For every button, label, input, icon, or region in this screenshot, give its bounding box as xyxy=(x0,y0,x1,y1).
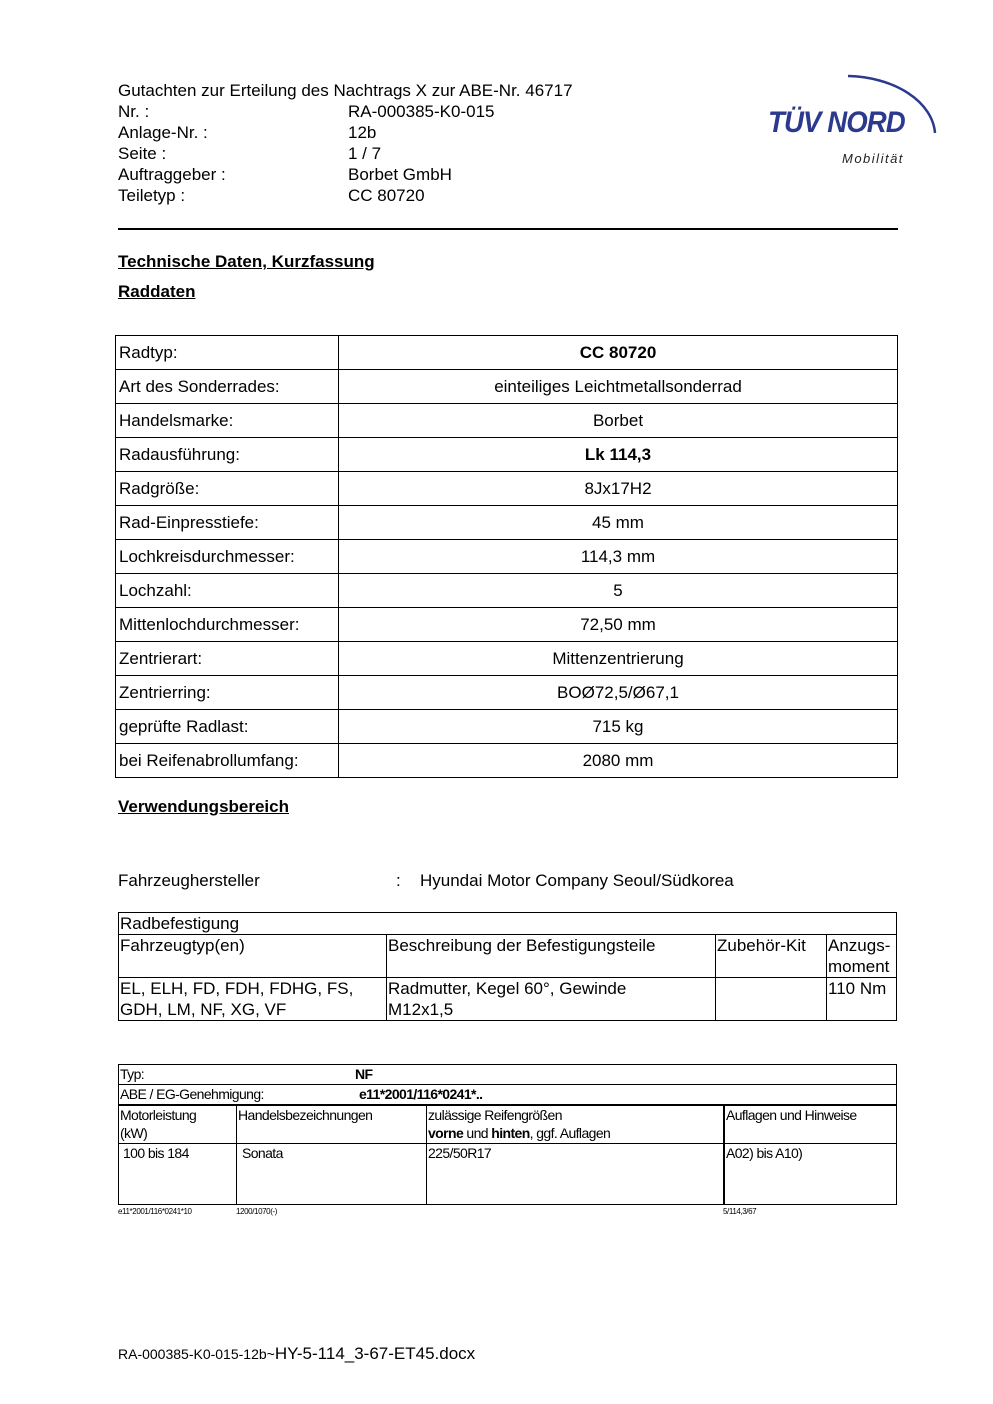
header-divider xyxy=(118,228,898,230)
abe-row xyxy=(119,1085,897,1105)
tiny-weight-code: 1200/1070(-) xyxy=(236,1207,278,1216)
logo-brand: TÜV NORD xyxy=(768,106,905,139)
raddaten-value: 5 xyxy=(339,574,898,608)
raddaten-value: Borbet xyxy=(339,404,898,438)
row-beschreibung xyxy=(387,978,716,1021)
raddaten-label: Mittenlochdurchmesser: xyxy=(116,608,339,642)
fahrzeughersteller-label: Fahrzeughersteller xyxy=(118,871,260,890)
anlage-value: 12b xyxy=(348,123,377,142)
fahrzeugtypen-line-2: GDH, LM, NF, XG, VF xyxy=(120,1000,287,1019)
seite-label: Seite : xyxy=(118,144,167,163)
raddaten-label: Radgröße: xyxy=(116,472,339,506)
raddaten-row xyxy=(116,676,898,710)
raddaten-label: bei Reifenabrollumfang: xyxy=(116,744,339,778)
abe-label: ABE / EG-Genehmigung: xyxy=(120,1086,264,1102)
seite-value: 1 / 7 xyxy=(348,144,382,163)
reifengroessen-line-1: zulässige Reifengrößen xyxy=(428,1106,562,1123)
header-zubehoer-kit: Zubehör-Kit xyxy=(716,935,827,978)
raddaten-label: Lochzahl: xyxy=(116,574,339,608)
raddaten-row xyxy=(116,744,898,778)
cell-reifengroesse: 225/50R17 xyxy=(427,1144,725,1205)
fahrzeugtypen-line-1: EL, ELH, FD, FDH, FDHG, FS, xyxy=(120,979,354,998)
reifen-hinten: hinten xyxy=(491,1124,530,1141)
raddaten-label: Zentrierring: xyxy=(116,676,339,710)
anlage-label: Anlage-Nr. : xyxy=(118,123,208,142)
abe-value: e11*2001/116*0241*.. xyxy=(359,1086,483,1102)
raddaten-value: einteiliges Leichtmetallsonderrad xyxy=(339,370,898,404)
header-reifengroessen xyxy=(427,1105,725,1144)
tiny-bolt-code: 5/114,3/67 xyxy=(723,1207,757,1216)
tiny-approval-code: e11*2001/116*0241*10 xyxy=(118,1207,192,1216)
radbefestigung-title: Radbefestigung xyxy=(119,913,897,935)
teiletyp-value: CC 80720 xyxy=(348,186,425,205)
row-fahrzeugtypen xyxy=(119,978,387,1021)
raddaten-row xyxy=(116,540,898,574)
raddaten-value: 715 kg xyxy=(339,710,898,744)
typ-table xyxy=(118,1064,897,1205)
header-fahrzeugtyp: Fahrzeugtyp(en) xyxy=(119,935,387,978)
raddaten-row xyxy=(116,506,898,540)
beschreibung-line-1: Radmutter, Kegel 60°, Gewinde xyxy=(388,979,627,998)
section-technical: Technische Daten, Kurzfassung xyxy=(118,252,375,271)
motorleistung-line-1: Motorleistung xyxy=(120,1106,197,1123)
typ-label: Typ: xyxy=(120,1066,145,1082)
fahrzeughersteller-sep: : xyxy=(396,871,401,890)
raddaten-label: Radausführung: xyxy=(116,438,339,472)
footer-prefix: RA-000385-K0-015-12b~ xyxy=(118,1346,275,1362)
typ-row xyxy=(119,1065,897,1085)
reifen-und: und xyxy=(463,1124,492,1141)
radbefestigung-table xyxy=(118,912,897,1021)
beschreibung-line-2: M12x1,5 xyxy=(388,1000,454,1019)
cell-handelsbezeichnung: Sonata xyxy=(237,1144,427,1205)
row-anzugsmoment: 110 Nm xyxy=(827,978,897,1021)
auftraggeber-value: Borbet GmbH xyxy=(348,165,452,184)
raddaten-value: 2080 mm xyxy=(339,744,898,778)
raddaten-label: Radtyp: xyxy=(116,336,339,370)
raddaten-row xyxy=(116,642,898,676)
raddaten-label: Lochkreisdurchmesser: xyxy=(116,540,339,574)
raddaten-row xyxy=(116,472,898,506)
raddaten-value: Mittenzentrierung xyxy=(339,642,898,676)
raddaten-value: 45 mm xyxy=(339,506,898,540)
footer-suffix: HY-5-114_3-67-ET45.docx xyxy=(274,1344,476,1363)
raddaten-value: BOØ72,5/Ø67,1 xyxy=(339,676,898,710)
cell-auflagen: A02) bis A10) xyxy=(724,1144,897,1205)
raddaten-value: Lk 114,3 xyxy=(339,438,898,472)
fahrzeughersteller-value: Hyundai Motor Company Seoul/Südkorea xyxy=(420,871,734,890)
raddaten-label: geprüfte Radlast: xyxy=(116,710,339,744)
raddaten-row xyxy=(116,404,898,438)
cell-motorleistung: 100 bis 184 xyxy=(119,1144,237,1205)
nr-label: Nr. : xyxy=(118,102,150,121)
anzugsmoment-line-2: moment xyxy=(828,957,890,976)
motorleistung-line-2: (kW) xyxy=(120,1124,148,1141)
raddaten-label: Rad-Einpresstiefe: xyxy=(116,506,339,540)
raddaten-row xyxy=(116,608,898,642)
header-motorleistung xyxy=(119,1105,237,1144)
tuv-nord-logo xyxy=(760,58,945,173)
header-handelsbezeichnungen: Handelsbezeichnungen xyxy=(237,1105,427,1144)
section-verwendung: Verwendungsbereich xyxy=(118,797,289,816)
raddaten-row xyxy=(116,710,898,744)
nr-value: RA-000385-K0-015 xyxy=(348,102,495,121)
auftraggeber-label: Auftraggeber : xyxy=(118,165,226,184)
header-auflagen: Auflagen und Hinweise xyxy=(724,1105,897,1144)
row-zubehoer-kit xyxy=(716,978,827,1021)
raddaten-value: CC 80720 xyxy=(339,336,898,370)
typ-value: NF xyxy=(355,1066,373,1082)
raddaten-label: Art des Sonderrades: xyxy=(116,370,339,404)
anzugsmoment-line-1: Anzugs- xyxy=(828,936,891,955)
raddaten-row xyxy=(116,438,898,472)
header-anzugsmoment xyxy=(827,935,897,978)
reifen-auflagen: , ggf. Auflagen xyxy=(529,1124,611,1141)
raddaten-label: Handelsmarke: xyxy=(116,404,339,438)
logo-subtitle: Mobilität xyxy=(842,151,904,166)
raddaten-label: Zentrierart: xyxy=(116,642,339,676)
raddaten-row xyxy=(116,370,898,404)
raddaten-value: 72,50 mm xyxy=(339,608,898,642)
raddaten-table xyxy=(115,335,898,778)
footer-filename xyxy=(118,1344,475,1364)
header-beschreibung: Beschreibung der Befestigungsteile xyxy=(387,935,716,978)
report-title: Gutachten zur Erteilung des Nachtrags X zur ABE-Nr. 46717 xyxy=(118,81,573,100)
raddaten-row xyxy=(116,574,898,608)
raddaten-value: 114,3 mm xyxy=(339,540,898,574)
teiletyp-label: Teiletyp : xyxy=(118,186,186,205)
raddaten-value: 8Jx17H2 xyxy=(339,472,898,506)
section-raddaten: Raddaten xyxy=(118,282,196,301)
raddaten-row xyxy=(116,336,898,370)
reifen-vorne: vorne xyxy=(428,1124,464,1141)
